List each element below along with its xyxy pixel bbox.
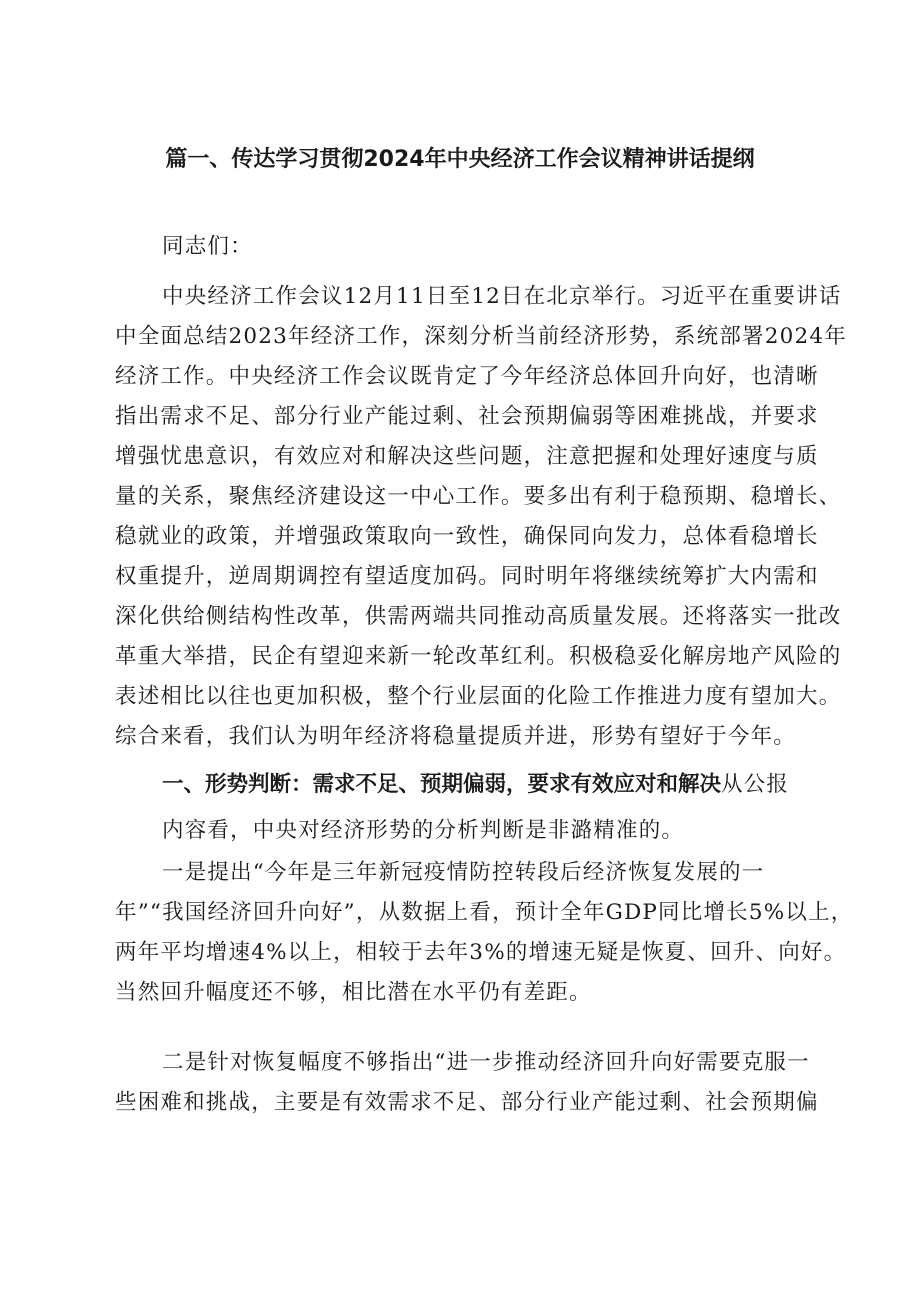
paragraph-line: 两年平均增速4%以上，相较于去年3%的增速无疑是恢夏、回升、向好。 xyxy=(115,940,847,965)
paragraph-line: 二是针对恢复幅度不够指出“进一步推动经济回升向好需要克服一 xyxy=(162,1050,810,1075)
paragraph-line: 量的关系，聚焦经济建设这一中心工作。要多出有利于稳预期、稳增长、 xyxy=(115,484,842,509)
paragraph-line: 表述相比以往也更加积极，整个行业层面的化险工作推进力度有望加大。 xyxy=(115,684,842,709)
paragraph-line: 增强忧患意识，有效应对和解决这些问题，注意把握和处理好速度与质 xyxy=(115,444,819,469)
document-title: 篇一、传达学习贯彻2024年中央经济工作会议精神讲话提纲 xyxy=(165,147,755,172)
paragraph-line: 内容看，中央对经济形势的分析判断是非潞精准的。 xyxy=(162,818,685,843)
paragraph-line: 当然回升幅度还不够，相比潜在水平仍有差距。 xyxy=(115,980,592,1005)
paragraph-line: 革重大举措，民企有望迎来新一轮改革红利。积极稳妥化解房地产风险的 xyxy=(115,644,842,669)
paragraph-line: 指出需求不足、部分行业产能过剩、社会预期偏弱等困难挑战，并要求 xyxy=(115,404,819,429)
paragraph-line: 深化供给侧结构性改革，供需两端共同推动高质量发展。还将落实一批改 xyxy=(115,604,842,629)
section-heading-tail: 从公报 xyxy=(721,772,790,797)
section-heading: 一、形势判断：需求不足、预期偏弱，要求有效应对和解决 xyxy=(162,772,722,797)
paragraph-line: 权重提升，逆周期调控有望适度加码。同时明年将继续统筹扩大内需和 xyxy=(115,564,819,589)
greeting: 同志们： xyxy=(162,234,253,259)
paragraph-line: 中全面总结2023年经济工作，深刻分析当前经济形势，系统部署2024年 xyxy=(115,324,847,349)
paragraph-line: 中央经济工作会议12月11日至12日在北京举行。习近平在重要讲话 xyxy=(162,284,842,309)
paragraph-line: 一是提出“今年是三年新冠疫情防控转段后经济恢复发展的一 xyxy=(162,860,765,885)
paragraph-line: 经济工作。中央经济工作会议既肯定了今年经济总体回升向好，也清晰 xyxy=(115,364,819,389)
paragraph-line: 综合来看，我们认为明年经济将稳量提质并进，形势有望好于今年。 xyxy=(115,724,797,749)
paragraph-line: 年”“我国经济回升向好”，从数据上看，预计全年GDP同比增长5%以上， xyxy=(115,900,854,925)
paragraph-line: 些困难和挑战，主要是有效需求不足、部分行业产能过剩、社会预期偏 xyxy=(115,1090,819,1115)
paragraph-line: 稳就业的政策，并增强政策取向一致性，确保同向发力，总体看稳增长 xyxy=(115,524,819,549)
section-heading-line xyxy=(162,770,882,800)
